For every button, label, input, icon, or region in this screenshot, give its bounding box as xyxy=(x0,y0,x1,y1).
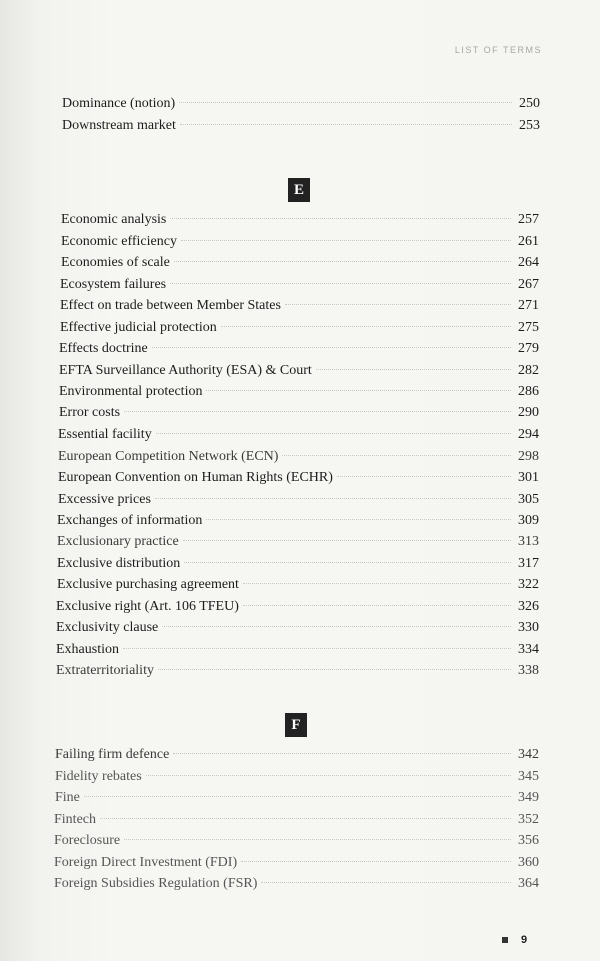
entry-term: Economies of scale xyxy=(61,255,170,270)
entry-page: 286 xyxy=(518,384,539,399)
entry-page: 317 xyxy=(518,556,539,571)
index-entry xyxy=(54,853,539,873)
entry-page: 345 xyxy=(518,769,539,784)
entry-term: Exchanges of information xyxy=(57,513,203,528)
dot-leader xyxy=(124,839,511,840)
index-entry xyxy=(57,511,539,531)
dot-leader xyxy=(206,390,511,391)
index-entry xyxy=(58,425,539,445)
dot-leader xyxy=(156,433,511,434)
index-entry xyxy=(60,275,539,295)
index-entry xyxy=(56,597,539,617)
dot-leader xyxy=(155,498,511,499)
dot-leader xyxy=(152,347,511,348)
index-entry xyxy=(60,296,539,316)
dot-leader xyxy=(146,775,511,776)
page-number: 9 xyxy=(521,934,528,946)
entry-page: 282 xyxy=(518,363,539,378)
entry-term: Essential facility xyxy=(58,427,152,442)
entry-term: Effective judicial protection xyxy=(60,320,217,335)
dot-leader xyxy=(337,476,511,477)
entry-term: Excessive prices xyxy=(58,492,151,507)
dot-leader xyxy=(261,882,511,883)
entry-term: Fintech xyxy=(54,812,96,827)
entry-term: Exclusive distribution xyxy=(57,556,181,571)
index-entry xyxy=(55,788,539,808)
entry-term: Error costs xyxy=(59,405,121,420)
dot-leader xyxy=(170,218,511,219)
dot-leader xyxy=(84,796,511,797)
index-entry xyxy=(58,490,539,510)
index-entry xyxy=(61,253,539,273)
index-entry xyxy=(57,575,539,595)
page-folio xyxy=(502,934,527,946)
dot-leader xyxy=(162,626,511,627)
entry-page: 342 xyxy=(518,747,539,762)
dot-leader xyxy=(123,648,511,649)
entry-term: European Competition Network (ECN) xyxy=(58,449,279,464)
entry-term: Failing firm defence xyxy=(55,747,170,762)
entry-term: Exclusive purchasing agreement xyxy=(57,577,239,592)
dot-leader xyxy=(174,261,511,262)
folio-square-icon xyxy=(502,937,508,943)
index-entry xyxy=(60,318,539,338)
entry-term: Environmental protection xyxy=(59,384,203,399)
entry-page: 305 xyxy=(518,492,539,507)
entry-term: Exhaustion xyxy=(56,642,119,657)
index-entry xyxy=(54,810,539,830)
entry-page: 294 xyxy=(518,427,539,442)
entry-page: 298 xyxy=(518,449,539,464)
entry-term: Economic efficiency xyxy=(61,234,177,249)
dot-leader xyxy=(181,240,511,241)
entry-page: 271 xyxy=(518,298,539,313)
index-entry xyxy=(57,532,539,552)
entry-term: Exclusivity clause xyxy=(56,620,159,635)
index-entry xyxy=(59,403,539,423)
dot-leader xyxy=(184,562,511,563)
index-entry xyxy=(58,447,539,467)
entry-page: 356 xyxy=(518,833,539,848)
index-entry xyxy=(59,382,539,402)
entry-term: Ecosystem failures xyxy=(60,277,167,292)
dot-leader xyxy=(124,411,511,412)
index-entry xyxy=(62,94,540,114)
dot-leader xyxy=(183,540,511,541)
entry-term: Foreign Subsidies Regulation (FSR) xyxy=(54,876,258,891)
dot-leader xyxy=(285,304,511,305)
dot-leader xyxy=(243,583,511,584)
dot-leader xyxy=(241,861,511,862)
section-letter-f: F xyxy=(285,713,307,737)
entry-term: EFTA Surveillance Authority (ESA) & Court xyxy=(59,363,312,378)
dot-leader xyxy=(282,455,511,456)
index-entry xyxy=(61,232,539,252)
index-entry xyxy=(59,361,539,381)
entry-page: 334 xyxy=(518,642,539,657)
entry-page: 264 xyxy=(518,255,539,270)
entry-term: Fine xyxy=(55,790,80,805)
entry-term: Dominance (notion) xyxy=(62,96,176,111)
index-entry xyxy=(58,468,539,488)
index-entry xyxy=(56,661,539,681)
entry-page: 290 xyxy=(518,405,539,420)
entry-term: European Convention on Human Rights (ECHR) xyxy=(58,470,333,485)
index-entry xyxy=(61,210,539,230)
entry-page: 253 xyxy=(519,118,540,133)
entry-page: 313 xyxy=(518,534,539,549)
entry-term: Economic analysis xyxy=(61,212,167,227)
entry-page: 309 xyxy=(518,513,539,528)
index-entry xyxy=(55,767,539,787)
entry-term: Exclusive right (Art. 106 TFEU) xyxy=(56,599,239,614)
entry-page: 326 xyxy=(518,599,539,614)
dot-leader xyxy=(206,519,511,520)
entry-term: Foreclosure xyxy=(54,833,121,848)
dot-leader xyxy=(180,124,512,125)
index-entry xyxy=(56,640,539,660)
entry-page: 275 xyxy=(518,320,539,335)
entry-page: 364 xyxy=(518,876,539,891)
dot-leader xyxy=(170,283,511,284)
entry-page: 338 xyxy=(518,663,539,678)
entry-term: Exclusionary practice xyxy=(57,534,179,549)
entry-page: 301 xyxy=(518,470,539,485)
entry-page: 352 xyxy=(518,812,539,827)
entry-term: Fidelity rebates xyxy=(55,769,142,784)
entry-term: Effects doctrine xyxy=(59,341,148,356)
entry-page: 250 xyxy=(519,96,540,111)
entry-page: 267 xyxy=(518,277,539,292)
entry-term: Effect on trade between Member States xyxy=(60,298,281,313)
index-entry xyxy=(62,116,540,136)
entry-page: 322 xyxy=(518,577,539,592)
entry-term: Downstream market xyxy=(62,118,176,133)
dot-leader xyxy=(243,605,511,606)
entry-page: 261 xyxy=(518,234,539,249)
dot-leader xyxy=(100,818,511,819)
running-head: LIST OF TERMS xyxy=(454,45,542,55)
dot-leader xyxy=(316,369,511,370)
entry-page: 349 xyxy=(518,790,539,805)
index-entry xyxy=(55,745,539,765)
entry-page: 360 xyxy=(518,855,539,870)
index-entry xyxy=(59,339,539,359)
entry-term: Extraterritoriality xyxy=(56,663,154,678)
section-letter-e: E xyxy=(288,178,310,202)
entry-page: 279 xyxy=(518,341,539,356)
entry-term: Foreign Direct Investment (FDI) xyxy=(54,855,238,870)
index-entry xyxy=(56,618,539,638)
entry-page: 330 xyxy=(518,620,539,635)
dot-leader xyxy=(158,669,511,670)
index-entry xyxy=(54,831,539,851)
dot-leader xyxy=(221,326,511,327)
index-entry xyxy=(54,874,539,894)
index-entry xyxy=(57,554,539,574)
dot-leader xyxy=(173,753,511,754)
entry-page: 257 xyxy=(518,212,539,227)
dot-leader xyxy=(179,102,512,103)
